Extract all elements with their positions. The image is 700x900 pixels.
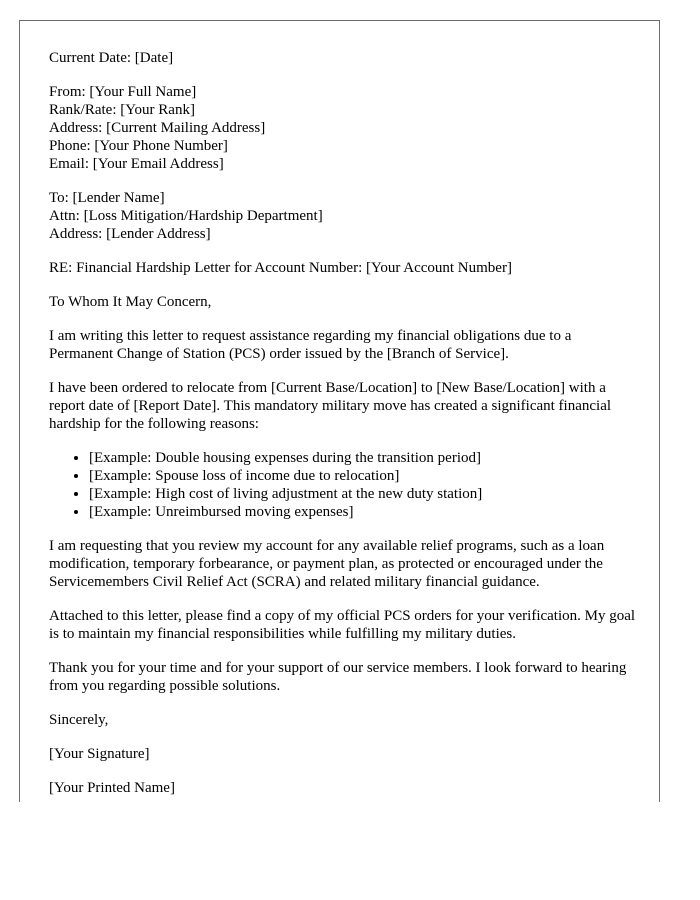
printed-name: [Your Printed Name]: [49, 780, 175, 796]
paragraph-thanks: Thank you for your time and for your support of our service members. I look forward to hearing from you regarding possible solutions.: [49, 660, 627, 694]
paragraph-relocation: I have been ordered to relocate from [Current Base/Location] to [New Base/Location] with a report date of [Report Date]. This mandatory military move has created a significant financial hardship for the following reasons:: [49, 380, 612, 432]
sender-rank: Rank/Rate: [Your Rank]: [49, 102, 195, 118]
closing: Sincerely,: [49, 712, 109, 728]
subject-block: [49, 259, 639, 277]
salutation-block: [49, 293, 639, 311]
paragraph-intro: I am writing this letter to request assistance regarding my financial obligations due to a Permanent Change of Station (PCS) order issued by the [Branch of Service].: [49, 328, 572, 362]
recipient-address: Address: [Lender Address]: [49, 226, 211, 242]
list-item: • [Example: Double housing expenses during the transition period]: [89, 449, 639, 467]
sender-address: Address: [Current Mailing Address]: [49, 120, 266, 136]
date-block: [49, 49, 639, 67]
sender-block: [49, 83, 639, 173]
salutation: To Whom It May Concern,: [49, 294, 212, 310]
recipient-attn: Attn: [Loss Mitigation/Hardship Department]: [49, 208, 323, 224]
paragraph-attachment: Attached to this letter, please find a copy of my official PCS orders for your verification. My goal is to maintain my financial responsibilities while fulfilling my military duties.: [49, 608, 636, 642]
list-item: • [Example: High cost of living adjustment at the new duty station]: [89, 485, 639, 503]
recipient-block: [49, 189, 639, 243]
printed-name-block: [49, 779, 639, 797]
recipient-lender: To: [Lender Name]: [49, 190, 165, 206]
closing-block: [49, 711, 639, 729]
sender-phone: Phone: [Your Phone Number]: [49, 138, 228, 154]
sender-name: From: [Your Full Name]: [49, 84, 197, 100]
signature: [Your Signature]: [49, 746, 150, 762]
paragraph-request: I am requesting that you review my account for any available relief programs, such as a loan modification, temporary forbearance, or payment plan, as protected or encouraged under the Servicemembers Civil Relief Act (SCRA) and related military financial guidance.: [49, 538, 605, 590]
sender-email: Email: [Your Email Address]: [49, 156, 224, 172]
letter-body: [49, 49, 639, 802]
list-item: • [Example: Unreimbursed moving expenses]: [89, 503, 639, 521]
hardship-reasons-list: [49, 449, 639, 521]
letter-page: [19, 20, 660, 802]
subject-line: RE: Financial Hardship Letter for Account Number: [Your Account Number]: [49, 260, 512, 276]
signature-block: [49, 745, 639, 763]
current-date: Current Date: [Date]: [49, 50, 174, 66]
list-item: • [Example: Spouse loss of income due to relocation]: [89, 467, 639, 485]
